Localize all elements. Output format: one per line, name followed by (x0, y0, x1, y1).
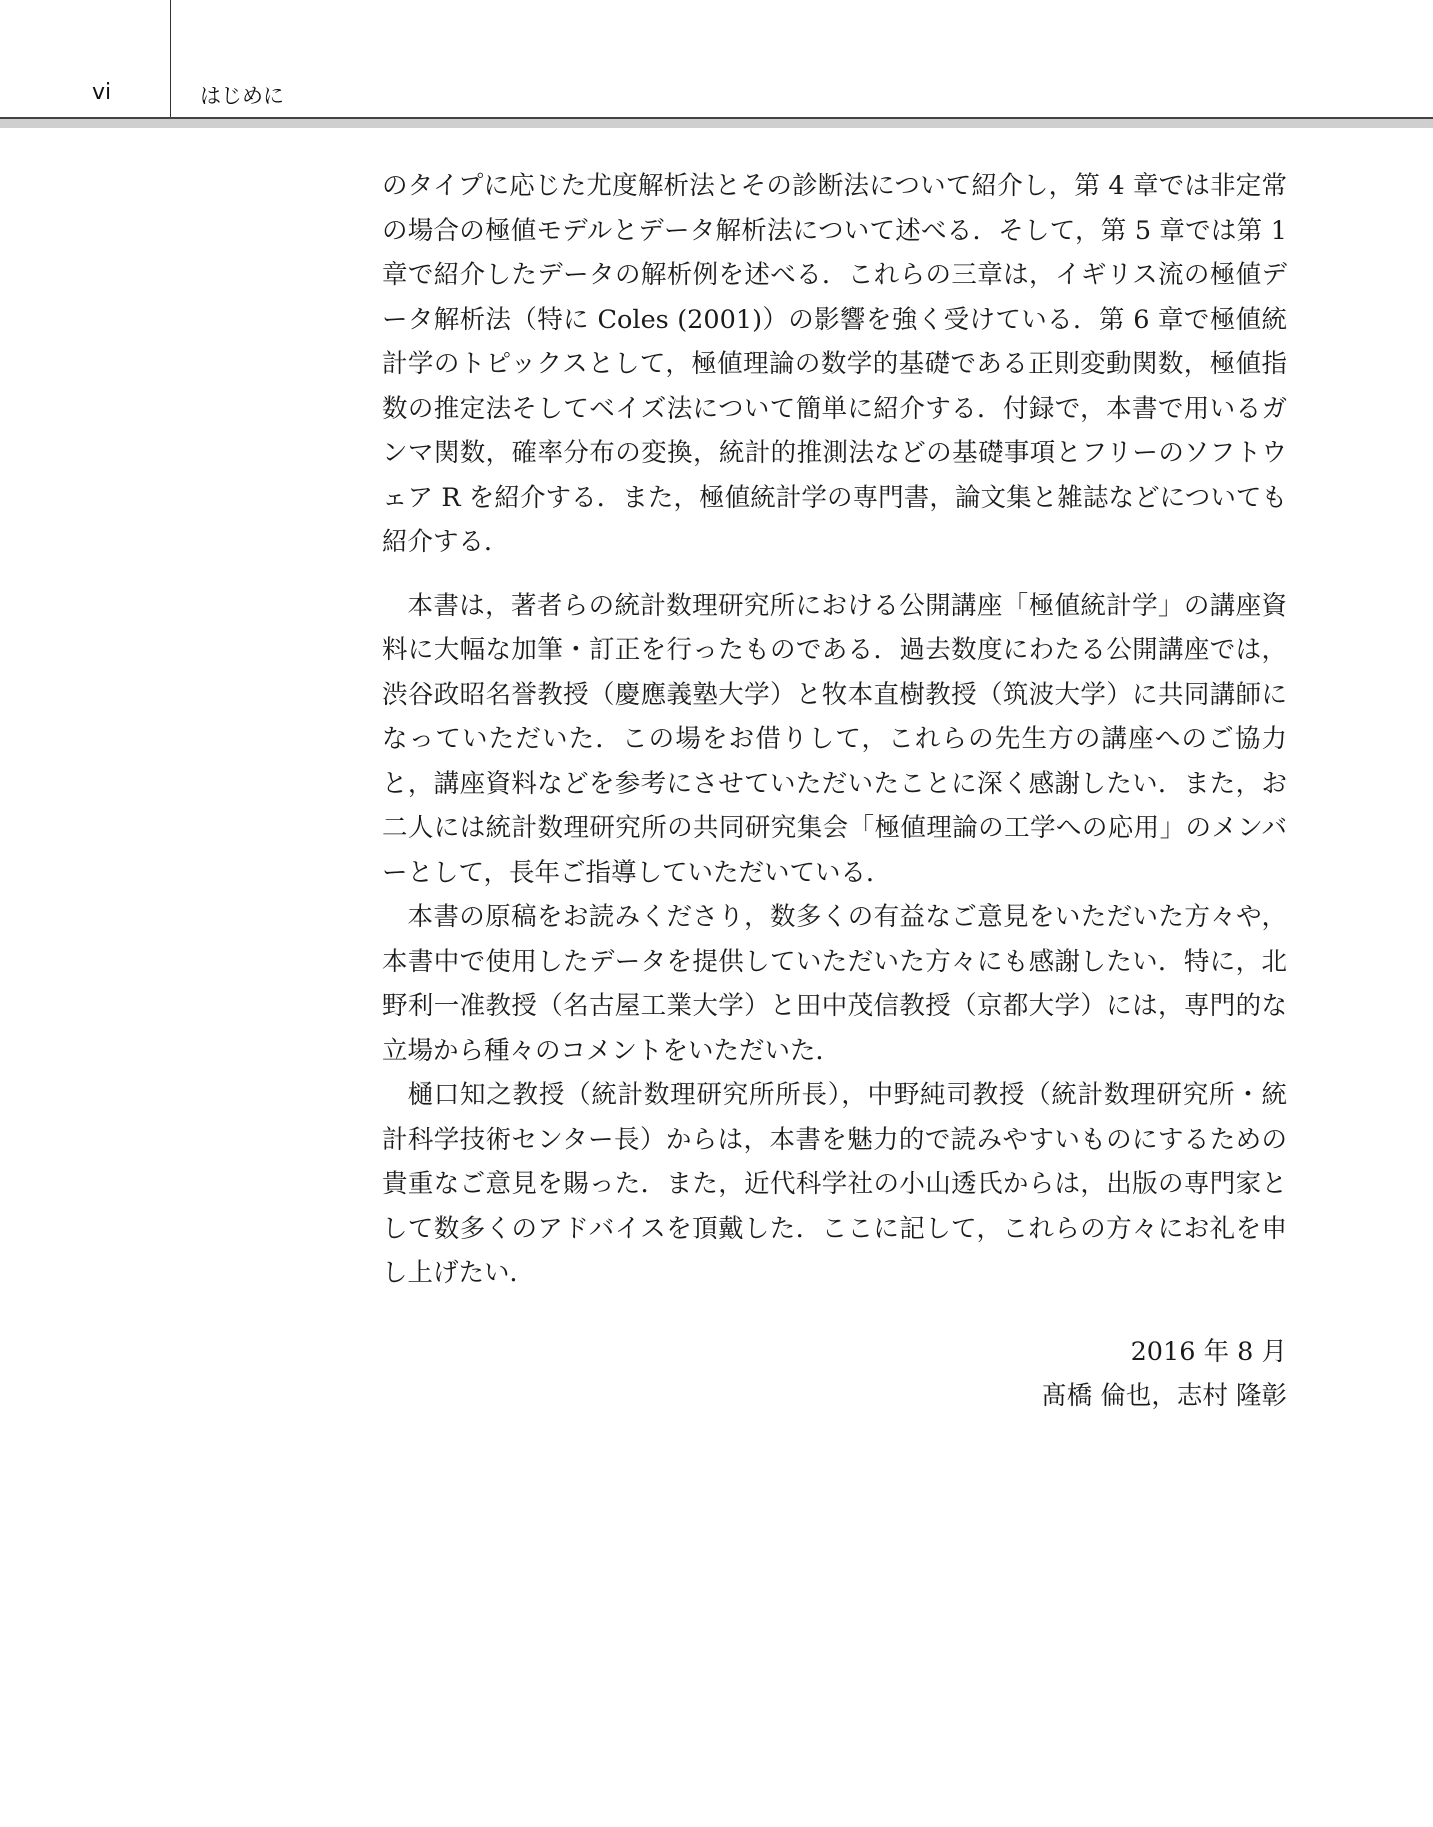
body-text (382, 164, 1287, 1296)
page-number: vi (92, 80, 112, 105)
paragraph-chapter-overview: のタイプに応じた尤度解析法とその診断法について紹介し，第 4 章では非定常の場合の極値モデルとデータ解析法について述べる．そして，第 5 章では第 1 章で紹介したデータの解析例を述べる．これらの三章は，イギリス流の極値データ解析法（特に Coles (2001)）の影響を強く受けている．第 6 章で極値統計学のトピックスとして，極値理論の数学的基礎である正則変動関数，極値指数の推定法そしてベイズ法について簡単に紹介する．付録で，本書で用いるガンマ関数，確率分布の変換，統計的推測法などの基礎事項とフリーのソフトウェア R を紹介する．また，極値統計学の専門書，論文集と雑誌などについても紹介する． (382, 171, 1287, 557)
header-band (0, 119, 1433, 128)
header-divider (170, 0, 171, 117)
signature-authors: 髙橋 倫也，志村 隆彰 (1041, 1381, 1287, 1411)
paragraph-acknowledgement-institute: 樋口知之教授（統計数理研究所所長），中野純司教授（統計数理研究所・統計科学技術センター長）からは，本書を魅力的で読みやすいものにするための貴重なご意見を賜った．また，近代科学社の小山透氏からは，出版の専門家として数多くのアドバイスを頂戴した．ここに記して，これらの方々にお礼を申し上げたい． (382, 1080, 1287, 1288)
paragraph-lecture-origin: 本書は，著者らの統計数理研究所における公開講座「極値統計学」の講座資料に大幅な加筆・訂正を行ったものである．過去数度にわたる公開講座では，渋谷政昭名誉教授（慶應義塾大学）と牧本直樹教授（筑波大学）に共同講師になっていただいた．この場をお借りして，これらの先生方の講座へのご協力と，講座資料などを参考にさせていただいたことに深く感謝したい．また，お二人には統計数理研究所の共同研究集会「極値理論の工学への応用」のメンバーとして，長年ご指導していただいている． (382, 590, 1287, 888)
paragraph-acknowledgement-reviewers: 本書の原稿をお読みくださり，数多くの有益なご意見をいただいた方々や，本書中で使用したデータを提供していただいた方々にも感謝したい．特に，北野利一准教授（名古屋工業大学）と田中茂信教授（京都大学）には，専門的な立場から種々のコメントをいただいた． (382, 902, 1287, 1066)
signature-date: 2016 年 8 月 (1130, 1337, 1287, 1367)
signature (900, 1330, 1287, 1418)
running-head: はじめに (200, 84, 284, 108)
page-header (0, 0, 1433, 118)
